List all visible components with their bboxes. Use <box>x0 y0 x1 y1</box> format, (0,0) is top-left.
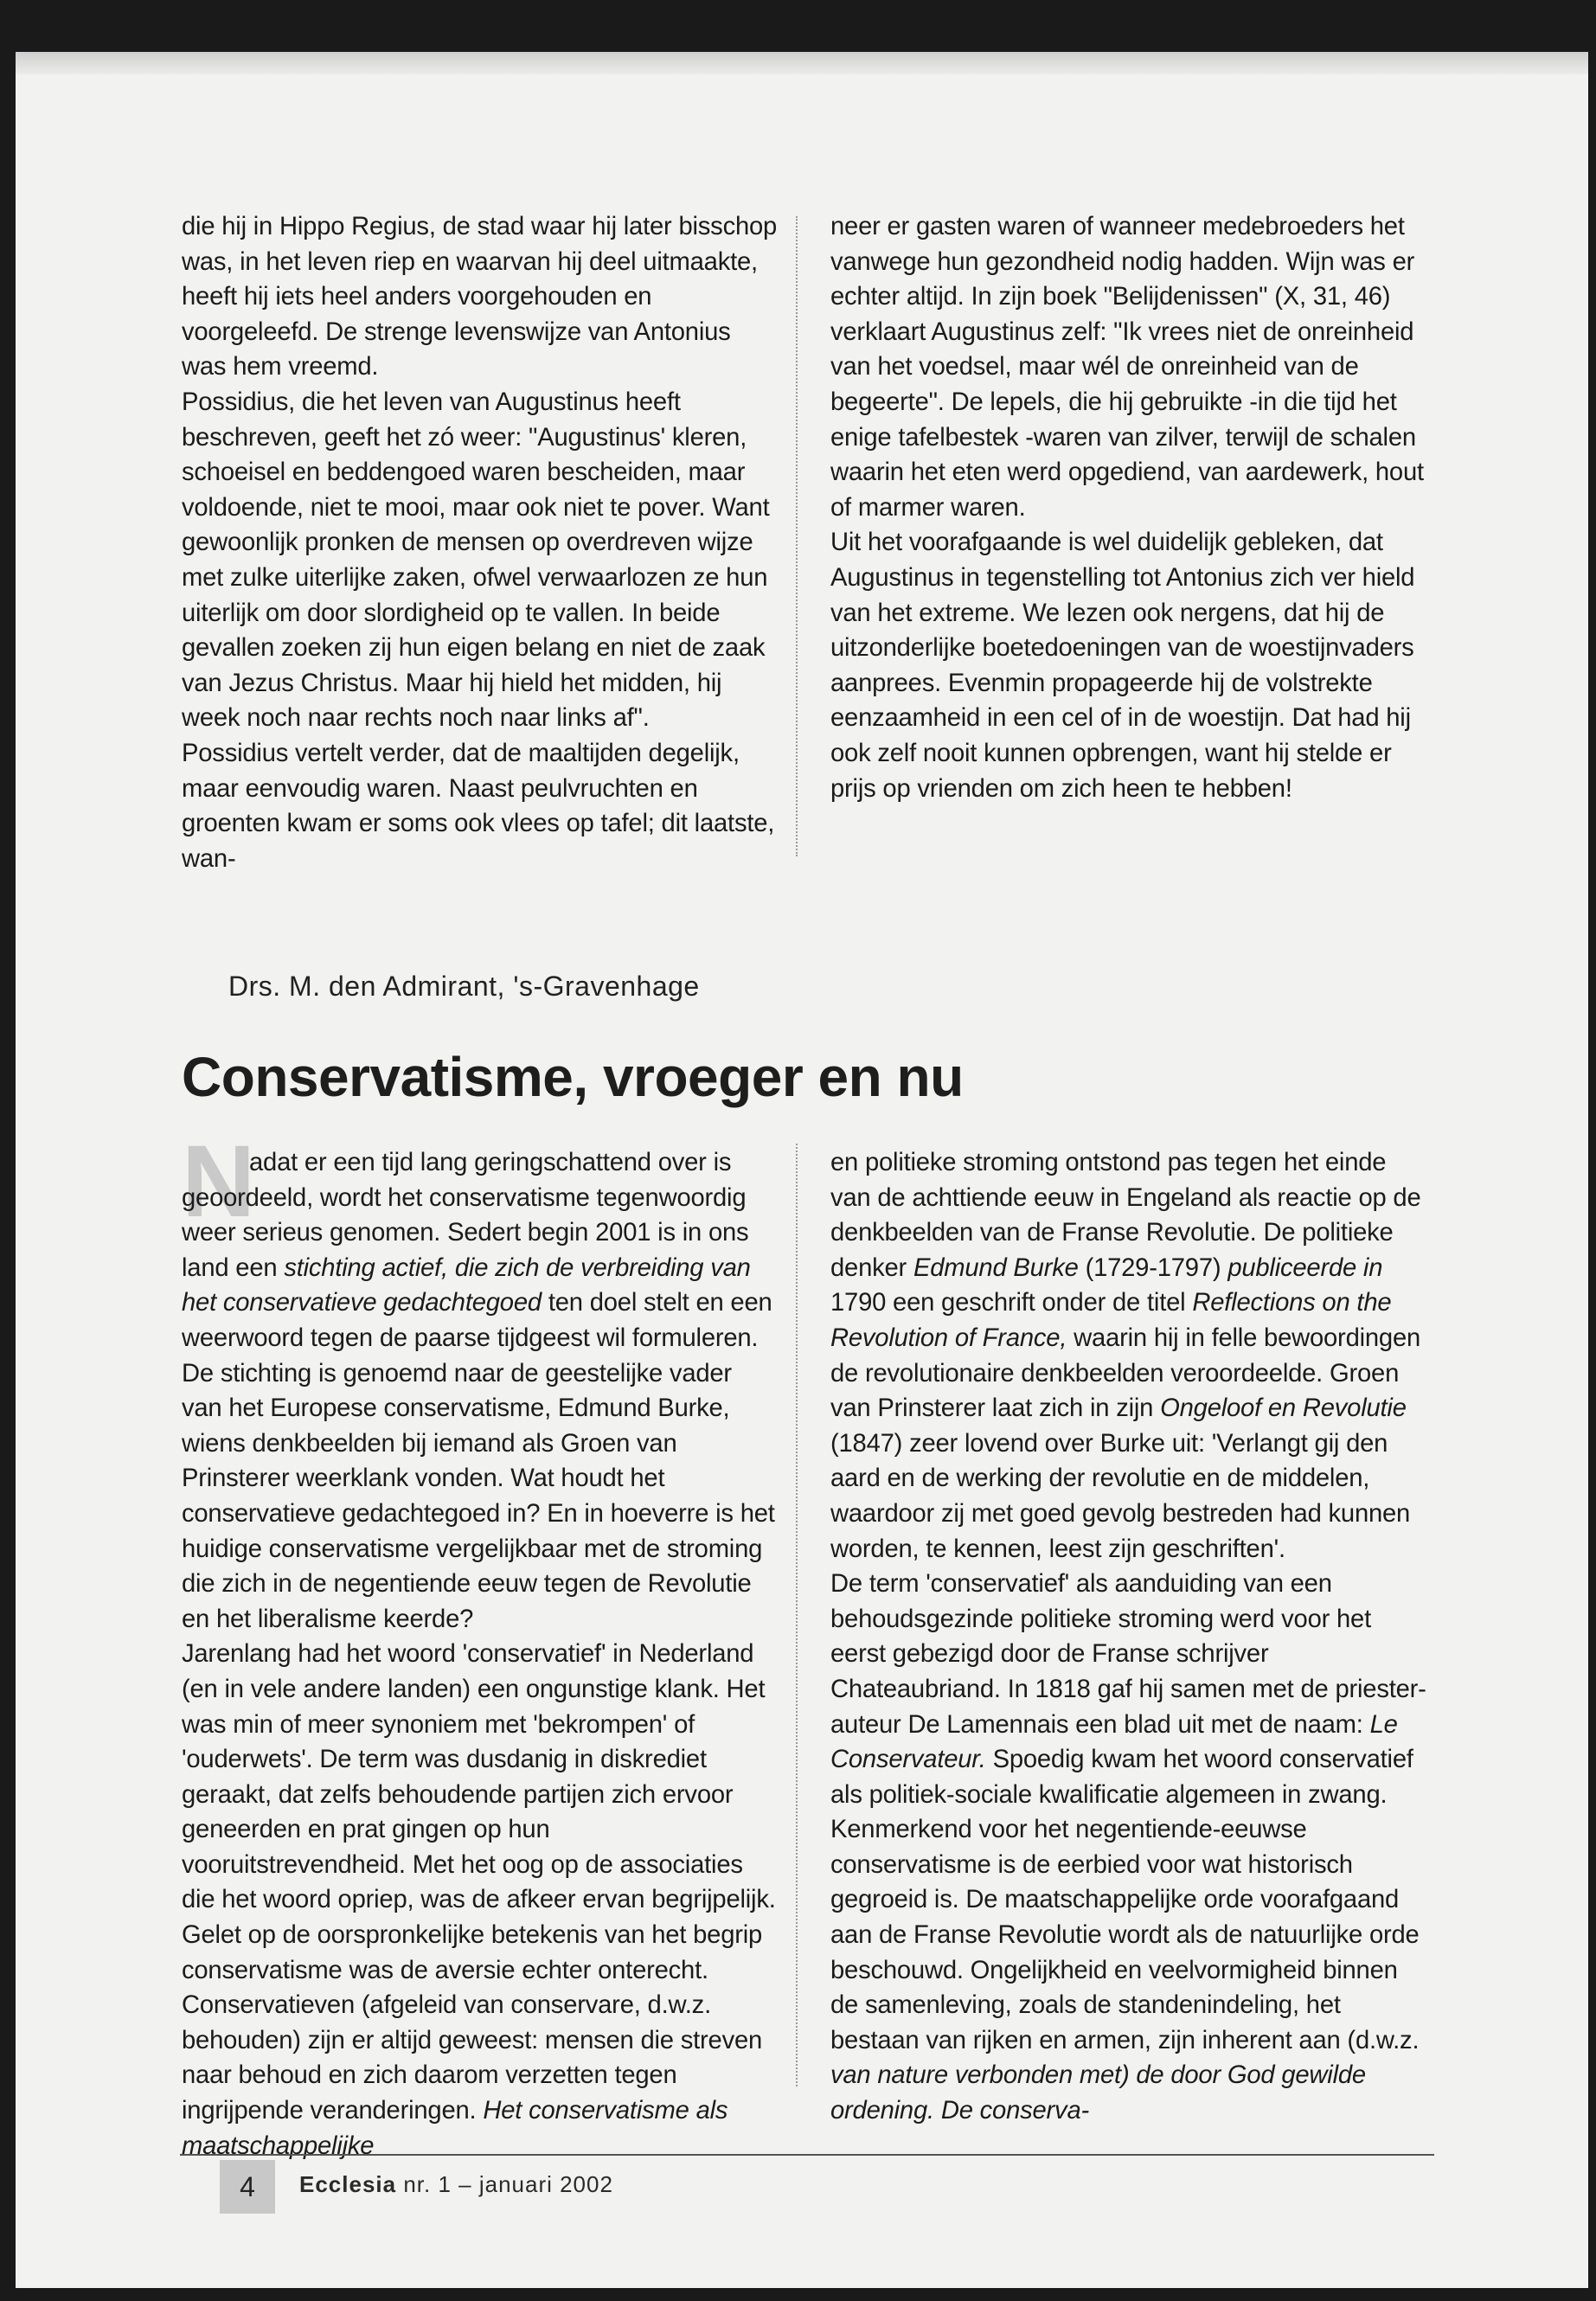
footer-publication <box>299 2171 613 2198</box>
text-run: waarin hij in felle bewoordingen de revolutionaire denkbeelden veroordeelde. Groen van Prinsterer laat zich in zijn <box>830 1324 1421 1423</box>
paragraph: neer er gasten waren of wanneer medebroeders het vanwege hun gezondheid nodig hadden. Wijn was er echter altijd. In zijn boek "Belijdenissen" (X, 31, 46) verklaart Augustinus zelf: "Ik vrees niet de onreinheid van het voedsel, maar wél de onreinheid van de begeerte". De lepels, die hij gebruikte -in die tijd het enige tafelbestek -waren van zilver, terwijl de schalen waarin het eten werd opgediend, van aardewerk, hout of marmer waren. <box>830 213 1424 522</box>
page <box>16 52 1588 2288</box>
article-column-bottom-right <box>830 1145 1427 2129</box>
column-divider <box>796 1144 798 2086</box>
article-column-top-right <box>830 209 1427 806</box>
text-run: adat er een tijd lang geringschattend over is geoordeeld, wordt het conservatisme tegenwoordig weer serieus genomen. Sedert begin 2001 is in ons land een <box>182 1149 749 1282</box>
paragraph <box>830 1145 1427 1567</box>
paragraph: Possidius vertelt verder, dat de maaltijden degelijk, maar eenvoudig waren. Naast peulvruchten en groenten kwam er soms ook vlees op tafel; dit laatste, wan- <box>182 739 775 873</box>
text-run-italic: van nature verbonden met) de door God gewilde ordening. De conserva- <box>830 2061 1366 2125</box>
text-run: De term 'conservatief' als aanduiding van een behoudsgezinde politieke stroming werd voor het eerst gebezigd door de Franse schrijver Chateaubriand. In 1818 gaf hij samen met de priester-auteur De Lamennais een blad uit met de naam: <box>830 1570 1426 1739</box>
paragraph <box>830 1567 1427 1812</box>
paragraph <box>830 1812 1427 2128</box>
paragraph: Jarenlang had het woord 'conservatief' in Nederland (en in vele andere landen) een ongunstige klank. Het was min of meer synoniem met 'bekrompen' of 'ouderwets'. De term was dusdanig in diskrediet geraakt, dat zelfs behoudende partijen zich ervoor geneerden en prat gingen op hun vooruitstrevendheid. Met het oog op de associaties die het woord opriep, was de afkeer ervan begrijpelijk. Gelet op de oorspronkelijke betekenis van het begrip conservatisme was de aversie echter onterecht. <box>182 1640 776 1984</box>
column-divider <box>796 216 798 856</box>
text-run-italic: stichting actief, die zich de verbreiding van het conservatieve gedachtegoed <box>182 1253 751 1317</box>
text-run-italic: Le Conservateur. <box>830 1710 1398 1774</box>
text-run: 1790 een geschrift onder de titel <box>830 1289 1186 1317</box>
text-run: Spoedig kwam het woord conservatief als politiek-sociale kwalificatie algemeen in zwang. <box>830 1746 1413 1809</box>
article-column-bottom-left <box>182 1145 779 2163</box>
page-number: 4 <box>220 2160 275 2214</box>
text-run: (1847) zeer lovend over Burke uit: 'Verlangt gij den aard en de werking der revolutie en de middelen, waardoor zij met goed gevolg bestreden had kunnen worden, te kennen, leest zijn geschriften'. <box>830 1429 1411 1563</box>
text-run-italic: Edmund Burke <box>913 1253 1079 1282</box>
author-byline: Drs. M. den Admirant, 's-Gravenhage <box>228 971 700 1002</box>
article-column-top-left <box>182 209 779 876</box>
article-title: Conservatisme, vroeger en nu <box>182 1046 964 1108</box>
footer-rule <box>180 2154 1434 2156</box>
paragraph <box>182 1988 779 2163</box>
text-run-italic: publiceerde in <box>1227 1253 1383 1282</box>
text-run: Kenmerkend voor het negentiende-eeuwse conservatisme is de eerbied voor wat historisch gegroeid is. De maatschappelijke orde voorafgaand aan de Franse Revolutie wordt als de natuurlijke orde beschouwd. Ongelijkheid en veelvormigheid binnen de samenleving, zoals de standenindeling, het bestaan van rijken en armen, zijn inherent aan (d.w.z. <box>830 1816 1420 2054</box>
paragraph <box>182 1145 779 1637</box>
text-run-italic: Reflections on the Revolution of France, <box>830 1289 1392 1352</box>
paragraph: Possidius, die het leven van Augustinus heeft beschreven, geeft het zó weer: "Augustinus' kleren, schoeisel en beddengoed waren bescheiden, maar voldoende, niet te mooi, maar ook niet te pover. Want gewoonlijk pronken de mensen op overdreven wijze met zulke uiterlijke zaken, ofwel verwaarlozen ze hun uiterlijk om door slordigheid op te vallen. In beide gevallen zoeken zij hun eigen belang en niet de zaak van Jezus Christus. Maar hij hield het midden, hij week noch naar rechts noch naar links af". <box>182 388 770 733</box>
text-run-italic: Ongeloof en Revolutie <box>1160 1394 1407 1423</box>
text-run: Conservatieven (afgeleid van conservare, d.w.z. behouden) zijn er altijd geweest: mensen die streven naar behoud en zich daarom verzetten tegen ingrijpende veranderingen. <box>182 1991 763 2125</box>
paragraph: die hij in Hippo Regius, de stad waar hij later bisschop was, in het leven riep en waarvan hij deel uitmaakte, heeft hij iets heel anders voorgehouden en voorgeleefd. De strenge levenswijze van Antonius was hem vreemd. <box>182 213 778 381</box>
paragraph: Uit het voorafgaande is wel duidelijk gebleken, dat Augustinus in tegenstelling tot Antonius zich ver hield van het extreme. We lezen ook nergens, dat hij de uitzonderlijke boetedoeningen van de woestijnvaders aanprees. Evenmin propageerde hij de volstrekte eenzaamheid in een cel of in de woestijn. Dat had hij ook zelf nooit kunnen opbrengen, want hij stelde er prijs op vrienden om zich heen te hebben! <box>830 529 1415 803</box>
issue-info: nr. 1 – januari 2002 <box>403 2171 613 2197</box>
text-run: en politieke stroming ontstond pas tegen het einde van de achttiende eeuw in Engeland als reactie op de denkbeelden van de Franse Revolutie. De politieke denker <box>830 1149 1421 1282</box>
text-run: ten doel stelt en een weerwoord tegen de paarse tijdgeest wil formuleren. De stichting is genoemd naar de geestelijke vader van het Europese conservatisme, Edmund Burke, wiens denkbeelden bij iemand als Groen van Prinsterer weerklank vonden. Wat houdt het conservatieve gedachtegoed in? En in hoeverre is het huidige conservatisme vergelijkbaar met de stroming die zich in de negentiende eeuw tegen de Revolutie en het liberalisme keerde? <box>182 1289 775 1633</box>
text-run: (1729-1797) <box>1085 1253 1221 1282</box>
drop-cap: N <box>182 1125 256 1239</box>
text-run-italic: Het conservatisme als maatschappelijke <box>182 2097 728 2160</box>
magazine-name: Ecclesia <box>299 2171 397 2197</box>
